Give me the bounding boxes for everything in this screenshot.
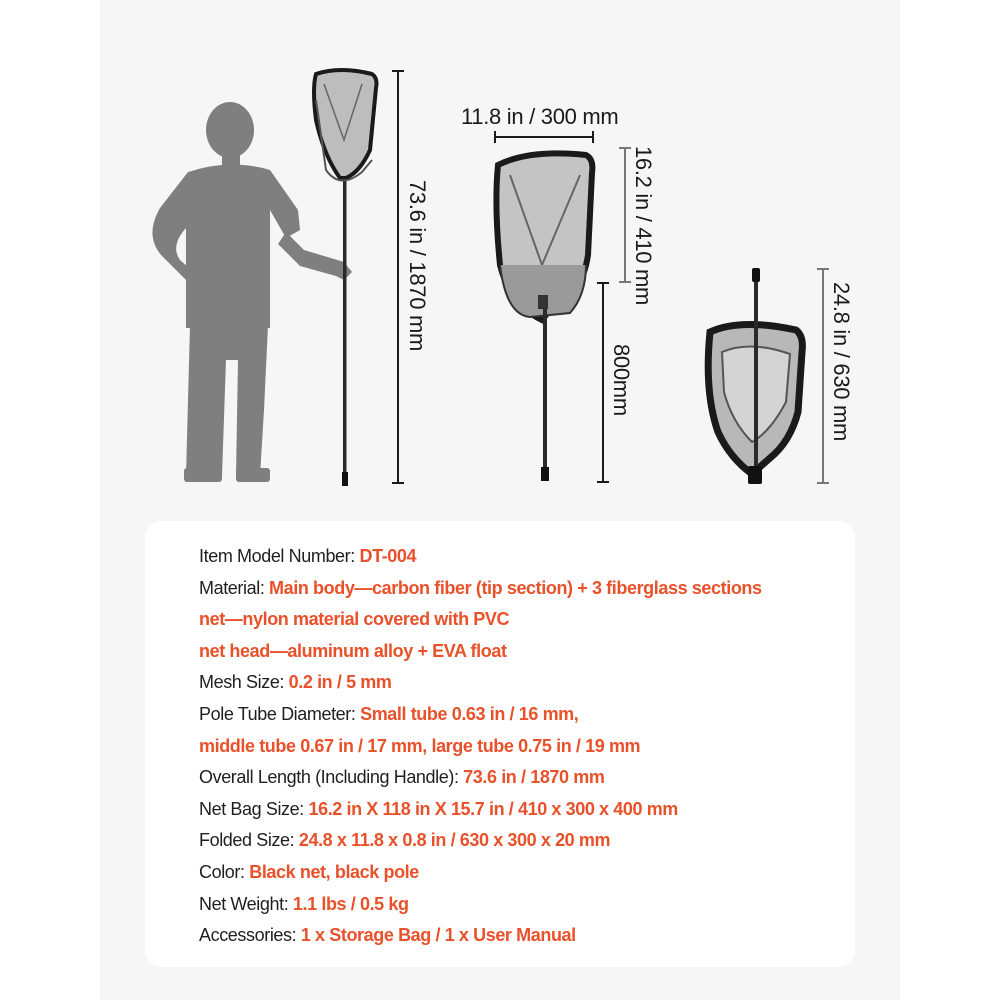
spec-value: 24.8 x 11.8 x 0.8 in / 630 x 300 x 20 mm xyxy=(298,830,611,851)
spec-label: Color: xyxy=(199,861,250,882)
spec-value: middle tube 0.67 in / 17 mm, large tube 0.75 in / 19 mm xyxy=(199,735,641,756)
spec-label: Folded Size: xyxy=(199,830,299,851)
net-head-icon xyxy=(496,153,592,320)
spec-value: DT-004 xyxy=(359,546,417,566)
spec-label: Net Weight: xyxy=(199,893,293,914)
net-head-height-dimension-line xyxy=(624,147,626,283)
spec-value: net—nylon material covered with PVC xyxy=(199,609,510,630)
spec-row-accessories xyxy=(199,920,835,952)
net-width-label: 11.8 in / 300 mm xyxy=(461,104,619,129)
unfolded-net-illustration xyxy=(490,145,600,490)
spec-label: Material: xyxy=(199,577,270,598)
person-with-net-illustration xyxy=(140,60,400,490)
spec-value: Black net, black pole xyxy=(249,861,419,882)
spec-value: Main body—carbon fiber (tip section) + 3 fiberglass sections xyxy=(269,577,762,598)
spec-row-material xyxy=(199,573,835,605)
handle-length-label: 800mm xyxy=(609,344,634,416)
spec-value: Small tube 0.63 in / 16 mm, xyxy=(360,703,579,724)
spec-row-color xyxy=(199,857,835,889)
spec-label: Item Model Number: xyxy=(199,546,360,566)
overall-length-label: 73.6 in / 1870 mm xyxy=(405,180,430,351)
handle-length-dimension-line xyxy=(602,282,604,483)
folded-net-illustration xyxy=(700,262,810,492)
spec-row-material-net-head xyxy=(199,636,835,668)
folded-pole-icon xyxy=(754,270,758,470)
folded-length-label: 24.8 in / 630 mm xyxy=(829,282,854,442)
spec-value: 0.2 in / 5 mm xyxy=(288,672,392,693)
spec-value: 73.6 in / 1870 mm xyxy=(463,767,605,788)
spec-row-net-bag-size xyxy=(199,794,835,826)
specifications-list xyxy=(199,541,835,952)
spec-value: 1 x Storage Bag / 1 x User Manual xyxy=(300,925,576,946)
spec-label: Overall Length (Including Handle): xyxy=(199,767,464,788)
person-silhouette-icon xyxy=(152,102,352,482)
spec-row-model-number xyxy=(199,541,835,573)
spec-value: 16.2 in X 118 in X 15.7 in / 410 x 300 x 400 mm xyxy=(308,798,678,819)
spec-row-folded-size xyxy=(199,825,835,857)
net-head-icon xyxy=(314,70,377,181)
specifications-card xyxy=(145,521,855,967)
spec-label: Mesh Size: xyxy=(199,672,289,693)
spec-row-net-weight xyxy=(199,889,835,921)
spec-label: Accessories: xyxy=(199,925,301,946)
spec-value: net head—aluminum alloy + EVA float xyxy=(199,640,507,661)
spec-row-overall-length xyxy=(199,762,835,794)
spec-row-pole-diameter xyxy=(199,699,835,731)
net-width-dimension-line xyxy=(494,136,594,138)
spec-label: Net Bag Size: xyxy=(199,798,309,819)
spec-label: Pole Tube Diameter: xyxy=(199,703,361,724)
net-head-height-label: 16.2 in / 410 mm xyxy=(631,146,656,306)
handle-icon xyxy=(543,309,547,479)
spec-row-pole-diameter-cont xyxy=(199,731,835,763)
pole-icon xyxy=(343,180,347,486)
folded-length-dimension-line xyxy=(822,268,824,484)
spec-row-mesh-size xyxy=(199,667,835,699)
spec-value: 1.1 lbs / 0.5 kg xyxy=(292,893,409,914)
overall-length-dimension-line xyxy=(397,70,399,484)
spec-row-material-net xyxy=(199,604,835,636)
